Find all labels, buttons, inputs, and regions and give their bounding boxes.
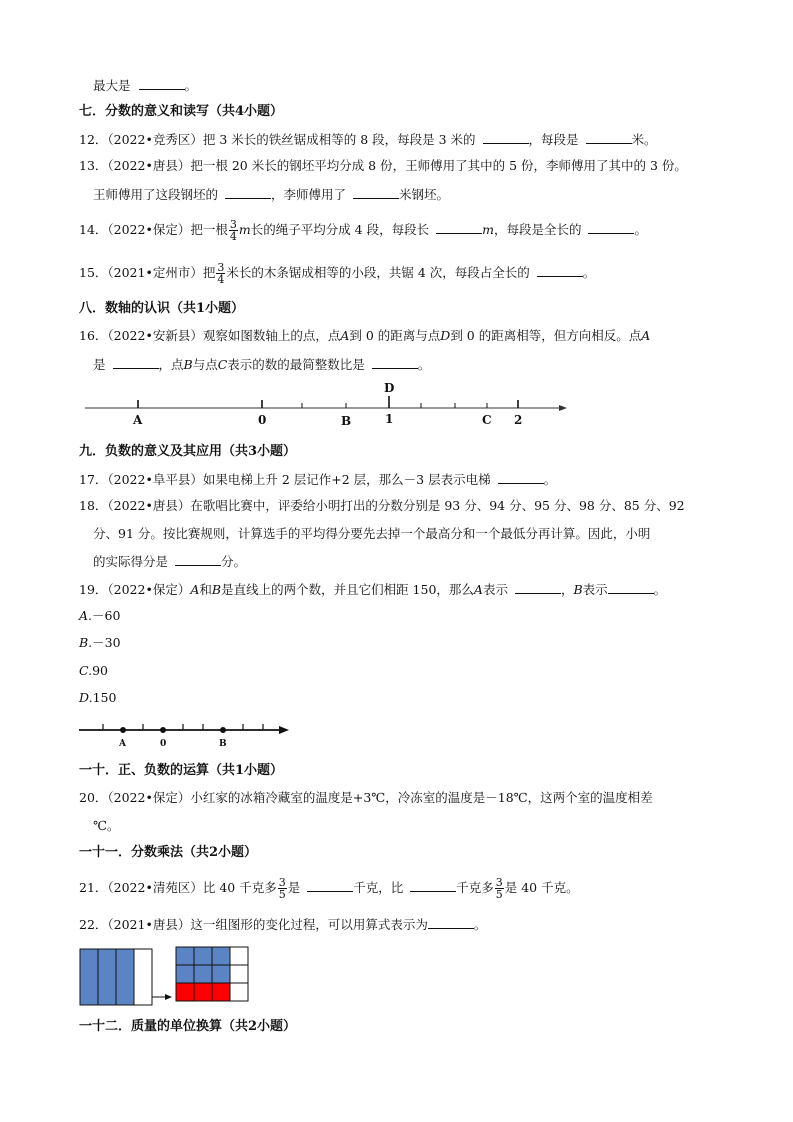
- answer-blank[interactable]: [372, 356, 418, 369]
- label-0: 0: [258, 413, 267, 427]
- answer-blank[interactable]: [608, 581, 654, 594]
- empty-column: [134, 949, 152, 1005]
- label-B: B: [219, 739, 227, 749]
- question-14: 14．（2022•保定）把一根 $\frac{3}{4}$ m长的绳子平均分成 4 段，每段长 m，每段是全长的 。: [79, 218, 647, 243]
- point-A: [120, 727, 126, 733]
- answer-blank[interactable]: [139, 77, 185, 90]
- answer-blank[interactable]: [436, 221, 482, 234]
- fraction: $\frac{3}{5}$: [495, 876, 503, 901]
- question-18-line3: 的实际得分是 分。: [93, 554, 247, 569]
- grid-cell-red: [176, 983, 194, 1001]
- answer-blank[interactable]: [225, 186, 271, 199]
- option-c[interactable]: C.90: [79, 663, 108, 678]
- question-19: 19．（2022•保定）A和B是直线上的两个数，并且它们相距 150，那么A表示 ，B表示 。: [79, 582, 667, 597]
- label-C: C: [482, 413, 492, 427]
- grid-cell: [176, 947, 194, 965]
- answer-blank[interactable]: [537, 264, 583, 277]
- grid-cell-red: [194, 983, 212, 1001]
- top-line-text: 最大是: [93, 78, 131, 93]
- fraction: $\frac{3}{5}$: [278, 876, 286, 901]
- answer-blank[interactable]: [410, 879, 456, 892]
- grid-cell: [230, 947, 248, 965]
- answer-blank[interactable]: [353, 186, 399, 199]
- grid-cell: [194, 947, 212, 965]
- question-22: 22．（2021•唐县）这一组图形的变化过程，可以用算式表示为 。: [79, 917, 487, 932]
- number-line-figure-2: [0, 715, 793, 755]
- axis-arrow: [279, 726, 289, 734]
- label-A: A: [119, 739, 126, 749]
- grid-cell: [212, 965, 230, 983]
- question-16-line2: 是 ，点B与点C表示的数的最简整数比是 。: [93, 357, 431, 372]
- question-13-line2: 王师傅用了这段钢坯的 ，李师傅用了 米钢坯。: [93, 187, 450, 202]
- label-2: 2: [514, 413, 523, 427]
- answer-blank[interactable]: [428, 916, 474, 929]
- question-18: 18．（2022•唐县）在歌唱比赛中，评委给小明打出的分数分别是 93 分、94 分、95 分、98 分、85 分、92: [79, 498, 685, 513]
- section-9-title: 九．负数的意义及其应用（共3小题）: [79, 444, 297, 459]
- section-11-title: 一十一．分数乘法（共2小题）: [79, 845, 258, 860]
- label-1: 1: [385, 412, 394, 426]
- axis-arrow: [559, 405, 567, 411]
- grid-cell: [176, 965, 194, 983]
- option-d[interactable]: D.150: [79, 690, 117, 705]
- top-line: 最大是 。: [93, 78, 198, 93]
- option-a[interactable]: A.－60: [79, 608, 121, 623]
- arrow-icon: [165, 994, 172, 1000]
- section-8-title: 八．数轴的认识（共1小题）: [79, 301, 245, 316]
- section-10-title: 一十．正、负数的运算（共1小题）: [79, 763, 284, 778]
- question-21: 21．（2022•清苑区）比 40 千克多 $\frac{3}{5}$ 是 千克，比 千克多 $\frac{3}{5}$ 是 40 千克。: [79, 876, 579, 901]
- label-B: B: [341, 414, 352, 428]
- answer-blank[interactable]: [113, 356, 159, 369]
- label-A: A: [133, 413, 143, 427]
- section-12-title: 一十二．质量的单位换算（共2小题）: [79, 1019, 297, 1034]
- shaded-column: [116, 949, 134, 1005]
- point-0: [160, 727, 166, 733]
- question-17: 17．（2022•阜平县）如果电梯上升 2 层记作+2 层，那么－3 层表示电梯 。: [79, 472, 557, 487]
- point-B: [220, 727, 226, 733]
- question-18-line2: 分、91 分。按比赛规则，计算选手的平均得分要先去掉一个最高分和一个最低分再计算。因此，小明: [93, 526, 651, 541]
- answer-blank[interactable]: [175, 553, 221, 566]
- grid-cell: [194, 965, 212, 983]
- question-13: 13．（2022•唐县）把一根 20 米长的钢坯平均分成 8 份，王师傅用了其中的 5 份，李师傅用了其中的 3 份。: [79, 158, 687, 173]
- label-0: 0: [160, 739, 167, 749]
- shaded-column: [98, 949, 116, 1005]
- number-line-figure-1: [0, 380, 793, 430]
- fraction: $\frac{3}{4}$: [229, 218, 237, 243]
- grid-cell: [212, 947, 230, 965]
- answer-blank[interactable]: [483, 131, 529, 144]
- grid-cell: [230, 983, 248, 1001]
- question-20-line2: ℃。: [93, 818, 120, 833]
- answer-blank[interactable]: [588, 221, 634, 234]
- question-12: 12．（2022•竞秀区）把 3 米长的铁丝锯成相等的 8 段，每段是 3 米的 ，每段是 米。: [79, 132, 657, 147]
- answer-blank[interactable]: [586, 131, 632, 144]
- section-7-title: 七．分数的意义和读写（共4小题）: [79, 104, 284, 119]
- label-D: D: [384, 381, 395, 395]
- question-20: 20．（2022•保定）小红家的冰箱冷藏室的温度是+3℃，冷冻室的温度是－18℃，这两个室的温度相差: [79, 790, 653, 805]
- question-15: 15．（2021•定州市）把 $\frac{3}{4}$ 米长的木条锯成相等的小段，共锯 4 次，每段占全长的 。: [79, 261, 596, 286]
- grid-cell-red: [212, 983, 230, 1001]
- fraction-figure: [79, 944, 279, 1008]
- answer-blank[interactable]: [307, 879, 353, 892]
- shaded-column: [80, 949, 98, 1005]
- answer-blank[interactable]: [515, 581, 561, 594]
- grid-cell: [230, 965, 248, 983]
- fraction: $\frac{3}{4}$: [217, 261, 225, 286]
- question-16: 16．（2022•安新县）观察如图数轴上的点，点A到 0 的距离与点D到 0 的距离相等，但方向相反。点A: [79, 328, 651, 343]
- answer-blank[interactable]: [498, 471, 544, 484]
- option-b[interactable]: B.－30: [79, 635, 121, 650]
